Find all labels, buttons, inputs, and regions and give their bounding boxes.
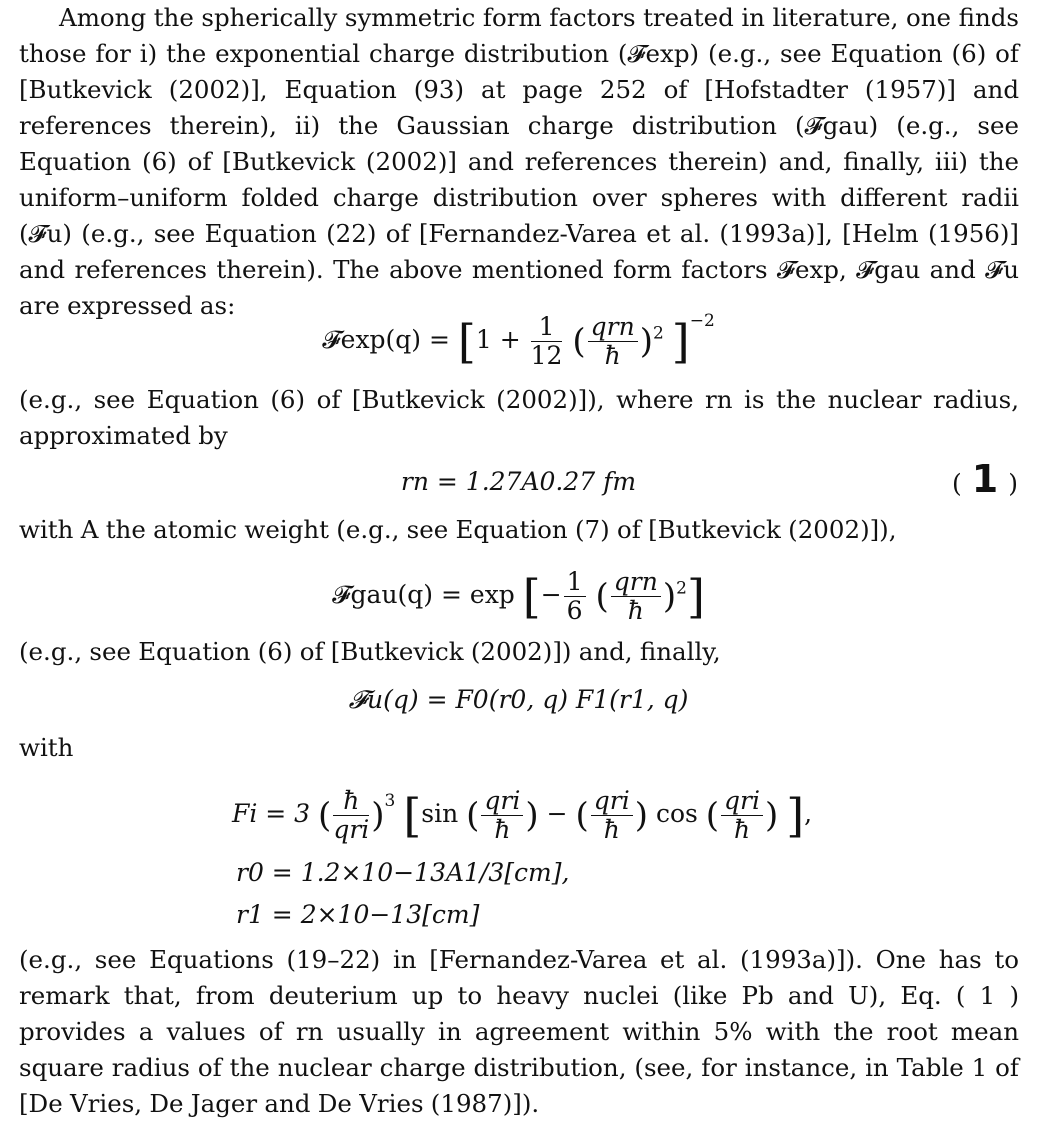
eq-u-text: 𝓕u(q) = F0(r0, q) F1(r1, q) [348,685,689,714]
eq-fi-hbar-3: ħ [603,815,620,844]
eq-fi-lhs: Fi = 3 [232,799,311,828]
eq-fi-cos: cos [655,799,698,828]
paragraph-6-text: (e.g., see Equations (19–22) in [Fernandez-Varea et al. (1993a)]). One has to remark that, from deuterium up to heavy nuclei (like Pb and U), Eq. ( 1 ) provides a values of rn usually in agreement within 5% with the root mean square radius of the nuclear charge distribution, (see, for instance, in Table 1 of [De Vries, De Jager and De Vries (1987)]). [19,945,1019,1118]
equation-fi: Fi = 3 ( $\frac{ħ}{\text{qri}}$ )$^3$ [sin ( $\frac{\text{qri}}{ħ}$ ) − ( $\frac{\text{qri}}{ħ}$ ) cos ( $\frac{\text{qri}}{ħ}$ ) ], [232,786,813,844]
paragraph-with [19,730,1019,766]
eq-exp-num: 1 [531,313,563,342]
eq-exp-square: 2 [653,323,664,344]
eq-fi-qri-3: qri [591,787,633,816]
paragraph-2-text: (e.g., see Equation (6) of [Butkevick (2002)]), where rn is the nuclear radius, approximated by [19,385,1019,450]
paragraph-4-text: (e.g., see Equation (6) of [Butkevick (2002)]) and, finally, [19,637,721,666]
eq-r0-text: r0 = 1.2×10−13A1/3[cm], [236,858,570,887]
eq-rn-text: rn = 1.27A0.27 fm [400,467,637,496]
eq-fi-minus: − [546,799,568,828]
eq-fi-hbar-2: ħ [494,815,511,844]
equation-r1 [236,898,479,932]
eq-fi-hbar-4: ħ [733,815,751,844]
eq-exp-hbar: ħ [604,341,621,370]
eq-gau-num: 1 [564,568,586,597]
eq-gau-qr: qrn [611,568,661,597]
eq-fi-sin: sin [421,799,459,828]
equation-gau-form-factor: 𝓕gau(q) = exp [− $\frac{1}{6}$ ( $\frac{\text{qrn}}{ħ}$ )$^2$] [332,567,705,625]
paragraph-finally [19,634,1019,670]
eq-fi-qri-4: qri [721,787,763,816]
eq-exp-power: −2 [689,311,715,331]
equation-exp-form-factor: 𝓕exp(q) = [1 + $\frac{1}{12}$ ( $\frac{\text{qrn}}{ħ}$ )$^2$ ]$^{-2}$ [322,311,715,370]
eq-fi-comma: , [804,799,813,828]
paragraph-3-text: with A the atomic weight (e.g., see Equation (7) of [Butkevick (2002)]), [19,515,897,544]
equation-nuclear-radius [0,465,1037,499]
equation-number-1: ( 1 ) [952,457,1018,501]
eq-exp-one: 1 + [475,325,521,354]
eq-exp-den: 12 [530,341,563,370]
paragraph-remark [19,942,1019,1122]
eq-gau-lhs: 𝓕gau(q) = exp [332,580,515,609]
paragraph-1-text: Among the spherically symmetric form factors treated in literature, one finds those for i) the exponential charge distribution (𝓕exp) (e.g., see Equation (6) of [Butkevick (2002)], Equation (93) at page 252 of [Hofstadter (1957)] and references therein), ii) the Gaussian charge distribution (𝓕gau) (e.g., see Equation (6) of [Butkevick (2002)] and references therein) and, finally, iii) the uniform–uniform folded charge distribution over spheres with different radii (𝓕u) (e.g., see Equation (22) of [Fernandez-Varea et al. (1993a)], [Helm (1956)] and references therein). The above mentioned form factors 𝓕exp, 𝓕gau and 𝓕u are expressed as: [19,3,1019,320]
eq-r1-text: r1 = 2×10−13[cm] [236,900,480,929]
eq-number-value: 1 [971,457,999,501]
paragraph-atomic-weight [19,512,1019,548]
eq-exp-qr: qrn [588,313,638,342]
eq-gau-square: 2 [676,578,687,599]
paragraph-nuclear-radius [19,382,1019,454]
eq-gau-den: 6 [566,596,583,625]
eq-fi-hbar-1: ħ [333,787,369,816]
eq-fi-cube: 3 [384,791,396,811]
paragraph-form-factors-intro [19,0,1019,324]
eq-fi-qri-1: qri [333,815,370,844]
paragraph-5-text: with [19,733,74,762]
eq-gau-hbar: ħ [627,596,644,625]
eq-fi-qri-2: qri [481,787,523,816]
equation-u-form-factor [0,683,1037,717]
eq-exp-lhs: 𝓕exp(q) = [322,325,450,354]
equation-r0 [236,856,569,890]
